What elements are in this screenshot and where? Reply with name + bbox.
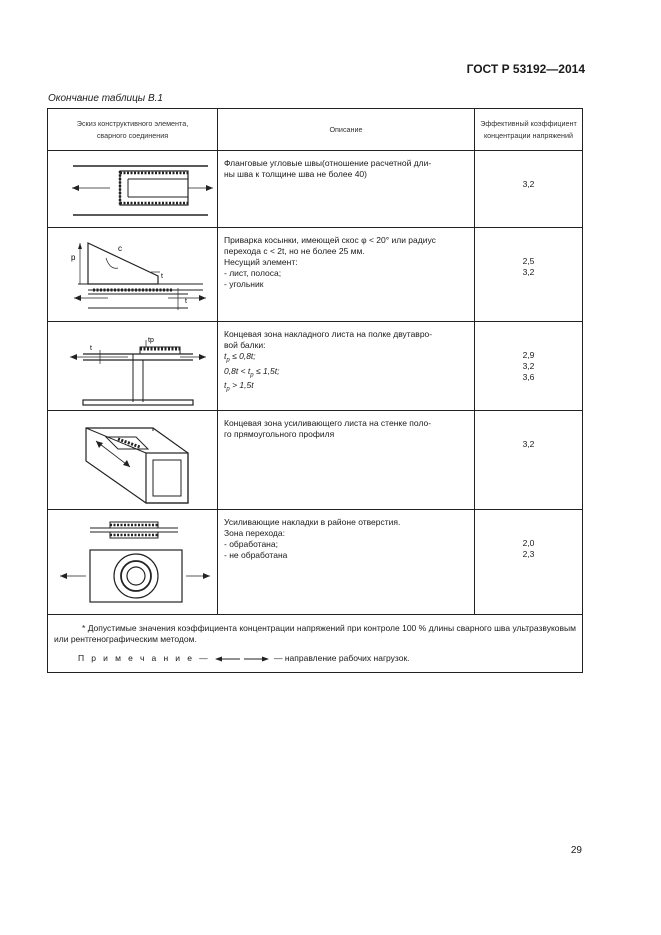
row-coefficient: 2,9 3,2 3,6 — [475, 322, 583, 411]
footnote-text: * Допустимые значения коэффициента концентрации напряжений при контроле 100 % длины сварного шва ультразвуковым или рентгенографическим методом. — [54, 623, 576, 645]
svg-text:t: t — [161, 273, 163, 280]
table-row — [48, 151, 583, 228]
footnote-cell — [48, 615, 583, 673]
row-description: Фланговые угловые швы(отношение расчетной дли- ны шва к толщине шва не более 40) — [218, 151, 475, 228]
row-coefficient: 2,0 2,3 — [475, 510, 583, 615]
condition-line: $t_p > 1,5t$ — [224, 380, 254, 393]
table-header-row — [48, 109, 583, 151]
load-direction-arrows-icon — [214, 655, 270, 663]
svg-text:t: t — [90, 345, 92, 352]
condition-line: $t_p \le 0,8t$; — [224, 351, 256, 364]
row-coefficient: 3,2 — [475, 151, 583, 228]
col-header-description: Описание — [218, 109, 475, 151]
table-row — [48, 228, 583, 322]
document-code: ГОСТ Р 53192—2014 — [466, 62, 585, 76]
note-label: П р и м е ч а н и е — — [78, 653, 210, 664]
sketch-gusset-plate — [48, 228, 218, 322]
page-number: 29 — [570, 845, 582, 856]
row-description: Концевая зона накладного листа на полке двутавро- вой балки: $t_p \le 0,8t$; $0,8t < t_p \le 1,5t$; $t_p > 1,5t$ — [218, 322, 475, 411]
svg-text:t: t — [185, 298, 187, 305]
svg-text:c: c — [118, 244, 122, 253]
svg-text:p: p — [71, 253, 76, 262]
col-header-sketch: Эскиз конструктивного элемента, сварного соединения — [48, 109, 218, 151]
note — [54, 653, 576, 664]
row-description: Усиливающие накладки в районе отверстия. Зона перехода: - обработана; - не обработана — [218, 510, 475, 615]
sketch-cover-plate-beam — [48, 322, 218, 411]
condition-line: $0,8t < t_p \le 1,5t$; — [224, 365, 280, 379]
note-text: — направление рабочих нагрузок. — [274, 653, 410, 664]
svg-text:tp: tp — [148, 337, 154, 344]
row-coefficient: 3,2 — [475, 411, 583, 510]
table-row — [48, 322, 583, 411]
table-caption: Окончание таблицы В.1 — [48, 93, 163, 104]
row-coefficient: 2,5 3,2 — [475, 228, 583, 322]
stress-concentration-table — [47, 108, 583, 673]
table-footnote-row — [48, 615, 583, 673]
sketch-hollow-section — [48, 411, 218, 510]
row-description: Приварка косынки, имеющей скос φ < 20° или радиус перехода c < 2t, но не более 25 мм. Несущий элемент: - лист, полоса; - угольник — [218, 228, 475, 322]
row-description: Концевая зона усиливающего листа на стенке поло- го прямоугольного профиля — [218, 411, 475, 510]
col-header-coefficient: Эффективный коэффициент концентрации напряжений — [475, 109, 583, 151]
table-row — [48, 411, 583, 510]
table-row — [48, 510, 583, 615]
sketch-flank-welds — [48, 151, 218, 228]
sketch-reinforcement-hole — [48, 510, 218, 615]
